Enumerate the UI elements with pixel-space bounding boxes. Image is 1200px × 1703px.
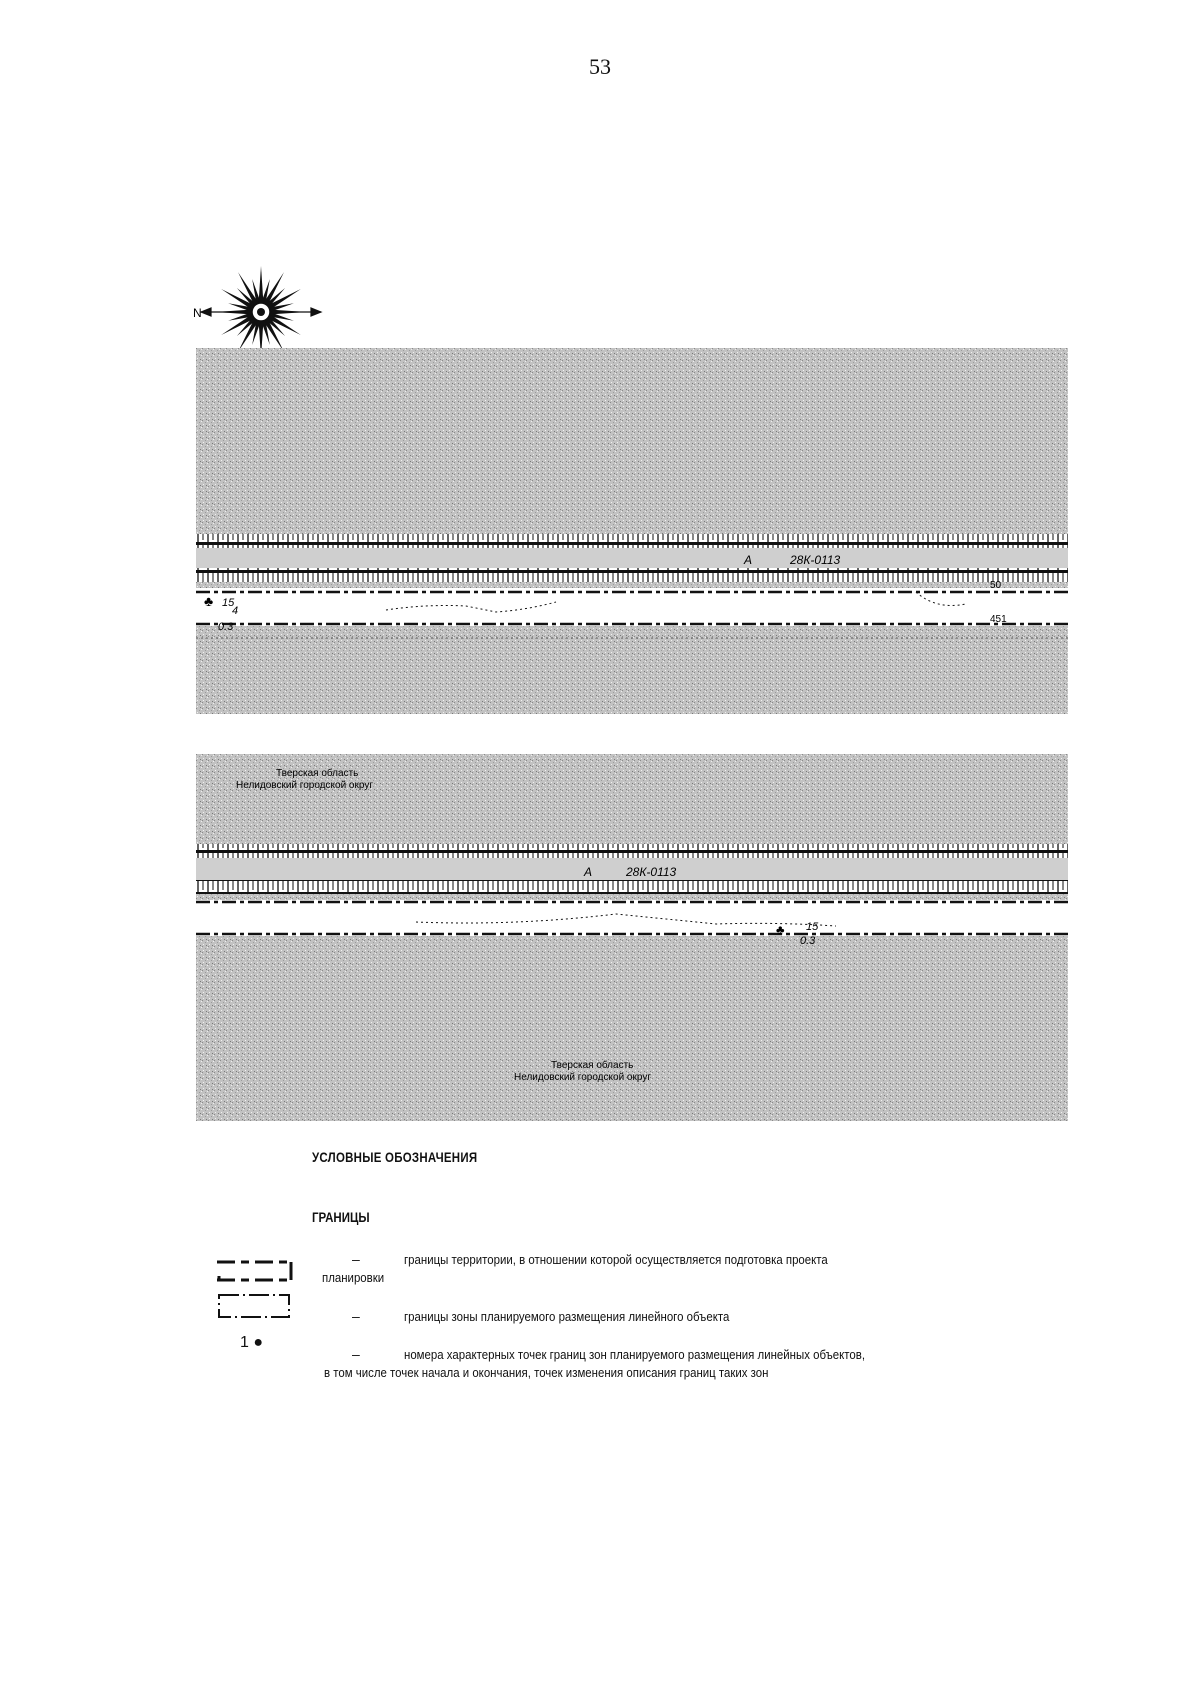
road-edge-top [196, 844, 1068, 858]
point-label: 451 [990, 614, 1007, 625]
road-marker: А [744, 553, 753, 567]
point-label: 15 [806, 921, 819, 933]
legend-dash: – [352, 1346, 360, 1362]
road-marker: А [584, 865, 593, 879]
legend-section-title: ГРАНИЦЫ [312, 1210, 370, 1225]
road-code: 28К-0113 [790, 553, 841, 567]
point-label: 4 [232, 605, 239, 617]
legend-item-text: границы зоны планируемого размещения линейного объекта [404, 1309, 730, 1324]
compass-rose-icon [193, 262, 328, 362]
north-label: N [193, 306, 202, 320]
legend-dash: – [352, 1251, 360, 1267]
road-edge-top [196, 534, 1068, 548]
map-panel-bottom [196, 754, 1068, 1121]
district-label: Нелидовский городской округ [236, 780, 373, 791]
zone-boundary-icon [217, 1293, 293, 1326]
region-label: Тверская область [276, 768, 359, 779]
point-label: 50 [990, 580, 1002, 591]
point-number-label: 1 [240, 1334, 249, 1351]
point-label: 15 [222, 597, 235, 609]
legend-title: УСЛОВНЫЕ ОБОЗНАЧЕНИЯ [312, 1150, 478, 1165]
map-panel-top [196, 348, 1068, 714]
point-label: 0.3 [218, 621, 234, 633]
legend-item-text: в том числе точек начала и окончания, точек изменения описания границ таких зон [324, 1365, 769, 1380]
legend-dash: – [352, 1308, 360, 1324]
point-label: 0.3 [800, 935, 816, 947]
tree-icon: ♣ [776, 922, 785, 937]
road-code: 28К-0113 [626, 865, 677, 879]
territory-boundary-icon [217, 1258, 293, 1291]
legend-item-text: номера характерных точек границ зон планируемого размещения линейных объектов, [404, 1347, 866, 1362]
road-edge-bottom [196, 880, 1068, 894]
legend-item-text: планировки [322, 1270, 385, 1285]
district-label: Нелидовский городской округ [514, 1072, 651, 1083]
legend-item-text: границы территории, в отношении которой осуществляется подготовка проекта [404, 1252, 828, 1267]
region-label: Тверская область [551, 1060, 634, 1071]
tree-icon: ♣ [204, 593, 214, 609]
page-number: 53 [589, 54, 611, 79]
point-number-icon: 1 ● [240, 1334, 264, 1351]
road-edge-bottom [196, 568, 1068, 582]
